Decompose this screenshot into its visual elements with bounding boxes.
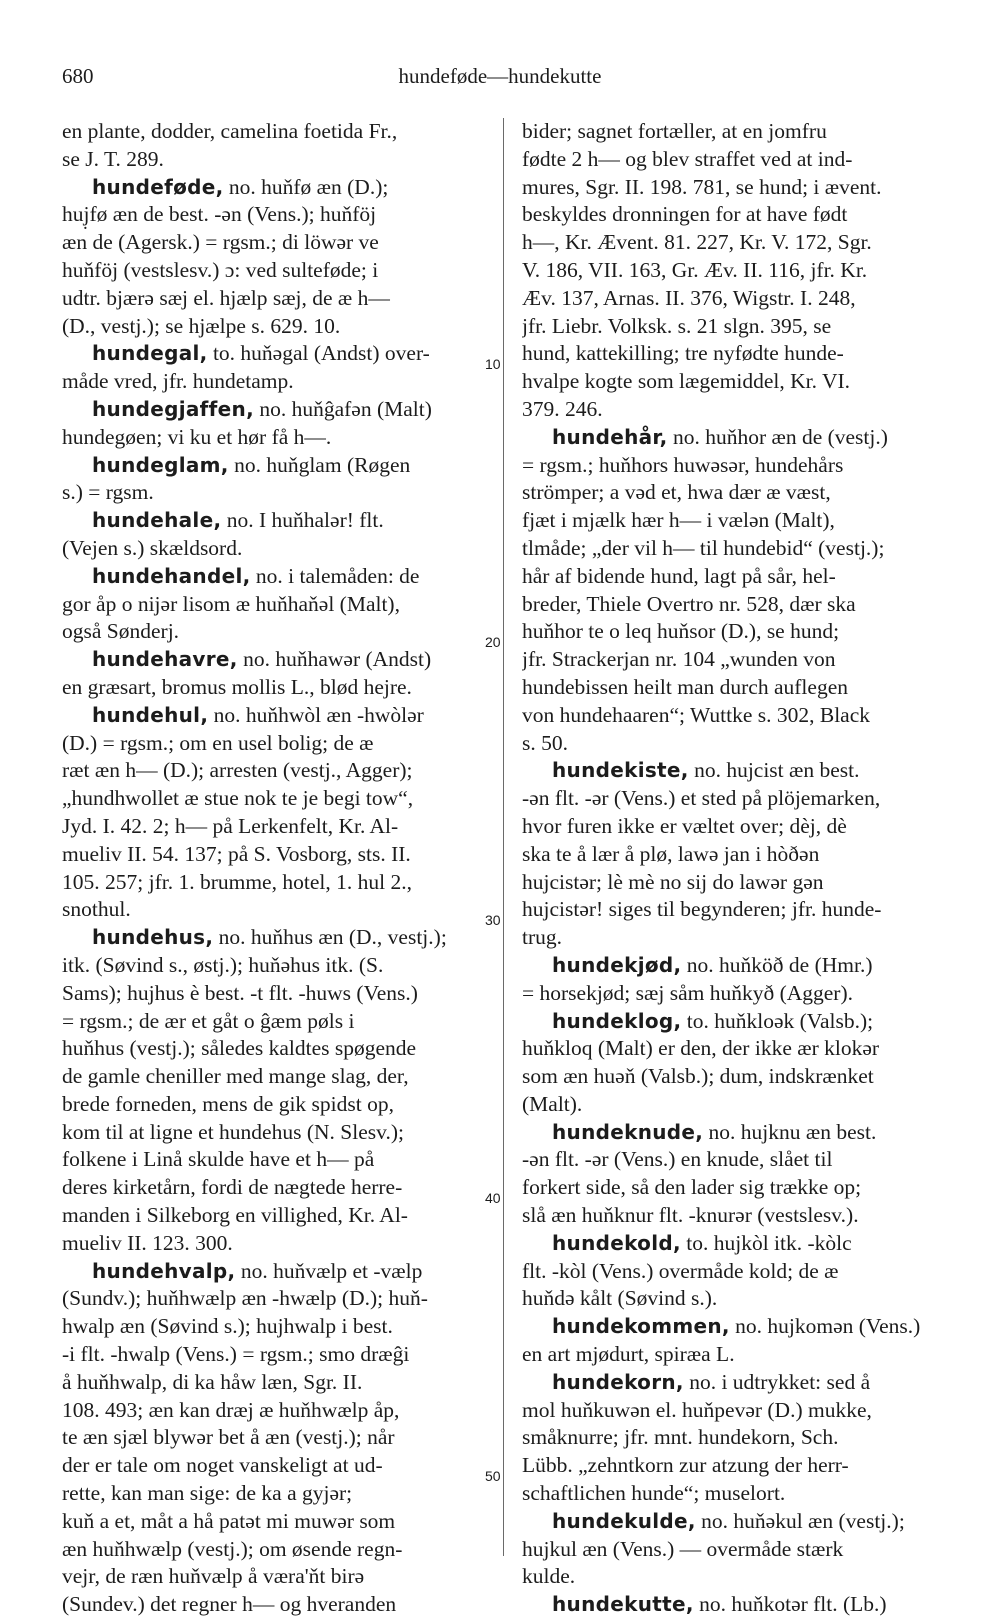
entry-text: s.) = rgsm.: [62, 480, 154, 505]
entry-text: no. i udtrykket: sed å: [683, 1369, 871, 1394]
entry-text: beskyldes dronningen for at have født: [522, 202, 848, 227]
text-line: [62, 1424, 488, 1452]
text-line: [62, 535, 488, 563]
headword: hundekiste,: [552, 758, 689, 783]
text-line: [522, 869, 942, 897]
text-line: [522, 452, 942, 480]
entry-text: udtr. bjærə sæj el. hjælp sæj, de æ h—: [62, 285, 390, 310]
entry-text: en art mjødurt, spiræa L.: [522, 1342, 735, 1367]
entry-text: (Vejen s.) skældsord.: [62, 535, 243, 560]
entry-text: huňhor te o leq huňsor (D.), se hund;: [522, 619, 840, 644]
entry-text: no. huňĝafən (Malt): [253, 396, 432, 421]
text-line: [522, 1397, 942, 1425]
entry-text: bider; sagnet fortæller, at en jomfru: [522, 119, 827, 143]
text-line: [522, 201, 942, 229]
entry-text: mueliv II. 54. 137; på S. Vosborg, sts. II.: [62, 841, 411, 866]
entry-text: tlmåde; „der vil h— til hundebid“ (vestj.);: [522, 535, 885, 560]
text-line: [522, 229, 942, 257]
entry-text: Sams); hujhus è best. -t flt. -huws (Vens.): [62, 980, 418, 1005]
entry-text: no. huňvælp et -vælp: [235, 1258, 423, 1283]
entry-first-line: [522, 1230, 942, 1258]
entry-first-line: [62, 452, 488, 480]
entry-text: Lübb. „zehntkorn zur atzung der herr-: [522, 1453, 849, 1478]
headword: hundekommen,: [552, 1314, 730, 1339]
text-line: [522, 313, 942, 341]
headword: hundehus,: [92, 925, 214, 950]
text-line: [522, 479, 942, 507]
entry-text: itk. (Søvind s., østj.); huňəhus itk. (S.: [62, 952, 384, 977]
entry-text: deres kirketårn, fordi de nægtede herre-: [62, 1175, 403, 1200]
text-line: [62, 618, 488, 646]
entry-text: fødte 2 h— og blev straffet ved at ind-: [522, 146, 853, 171]
running-title: hundeføde—hundekutte: [398, 64, 602, 88]
text-line: [522, 1035, 942, 1063]
entry-text: no. huňhus æn (D., vestj.);: [213, 925, 447, 950]
entry-text: hund, kattekilling; tre nyfødte hunde-: [522, 341, 844, 366]
headword: hundeknude,: [552, 1119, 704, 1144]
entry-text: også Sønderj.: [62, 619, 180, 644]
entry-text: huňdə kålt (Søvind s.).: [522, 1286, 718, 1311]
text-line: [522, 507, 942, 535]
text-line: [522, 896, 942, 924]
entry-text: se J. T. 289.: [62, 146, 164, 171]
entry-text: flt. -kòl (Vens.) overmåde kold; de æ: [522, 1258, 839, 1283]
line-number: 10: [485, 356, 501, 372]
entry-text: hujcistər; lè mè no sij do lawər gən: [522, 869, 824, 894]
left-column: [62, 118, 488, 1619]
text-line: [62, 368, 488, 396]
entry-text: hår af bidende hund, lagt på sår, hel-: [522, 563, 836, 588]
entry-text: (D., vestj.); se hjælpe s. 629. 10.: [62, 313, 341, 338]
entry-text: hvor furen ikke er væltet over; dèj, dè: [522, 813, 847, 838]
text-line: [522, 146, 942, 174]
text-line: [62, 1536, 488, 1564]
entry-first-line: [522, 1008, 942, 1036]
text-line: [522, 785, 942, 813]
entry-text: huj̣fø æn de best. -ən (Vens.); huňföj: [62, 202, 377, 227]
entry-text: strömper; a vəd et, hwa dær æ væst,: [522, 480, 831, 505]
entry-text: breder, Thiele Overtro nr. 528, dær ska: [522, 591, 856, 616]
entry-text: hvalpe kogte som lægemiddel, Kr. VI.: [522, 369, 851, 394]
entry-first-line: [62, 396, 488, 424]
text-line: [62, 1063, 488, 1091]
text-line: [62, 1563, 488, 1591]
entry-text: te æn sjæl blywər bet å æn (vestj.); når: [62, 1425, 395, 1450]
text-line: [62, 1508, 488, 1536]
text-line: [62, 591, 488, 619]
text-line: [522, 841, 942, 869]
entry-text: no. huňköð de (Hmr.): [681, 952, 873, 977]
text-line: [522, 535, 942, 563]
entry-text: to. huňəgal (Andst) over-: [207, 341, 430, 366]
headword: hundekold,: [552, 1230, 681, 1255]
text-line: [62, 1341, 488, 1369]
page-header: [62, 64, 938, 92]
text-line: [62, 674, 488, 702]
entry-text: der er tale om noget vanskeligt at ud-: [62, 1453, 383, 1478]
entry-text: de gamle cheniller med mange slag, der,: [62, 1064, 409, 1089]
entry-text: s. 50.: [522, 730, 568, 755]
entry-first-line: [522, 952, 942, 980]
entry-text: no. huňhwòl æn -hwòlər: [208, 702, 424, 727]
headword: hundekulde,: [552, 1508, 696, 1533]
text-line: [62, 730, 488, 758]
entry-text: huňföj (vestslesv.) ɔ: ved sulteføde; i: [62, 257, 379, 282]
page-number: 680: [62, 64, 94, 88]
entry-text: slå æn huňknur flt. -knurər (vestslesv.).: [522, 1203, 859, 1228]
entry-text: Jyd. I. 42. 2; h— på Lerkenfelt, Kr. Al-: [62, 813, 399, 838]
entry-text: kom til at ligne et hundehus (N. Slesv.);: [62, 1119, 404, 1144]
entry-text: huňhus (vestj.); således kaldtes spøgende: [62, 1036, 417, 1061]
entry-text: å huňhwalp, di ka håw læn, Sgr. II.: [62, 1369, 363, 1394]
entry-text: -i flt. -hwalp (Vens.) = rgsm.; smo dræĝi: [62, 1342, 410, 1367]
text-line: [522, 563, 942, 591]
text-line: [62, 952, 488, 980]
entry-first-line: [62, 646, 488, 674]
entry-text: schaftlichen hunde“; muselort.: [522, 1481, 786, 1506]
text-line: [522, 1202, 942, 1230]
entry-text: vejr, de ræn huňvælp å væra'ňt birə: [62, 1564, 365, 1589]
text-line: [62, 201, 488, 229]
headword: hundekorn,: [552, 1369, 684, 1394]
text-line: [522, 1563, 942, 1591]
entry-first-line: [62, 507, 488, 535]
text-line: [62, 1369, 488, 1397]
text-line: [522, 730, 942, 758]
headword: hundehul,: [92, 702, 209, 727]
entry-text: no. huňkotər flt. (Lb.): [693, 1592, 887, 1617]
entry-text: = rgsm.; huňhors huwəsər, hundehårs: [522, 452, 844, 477]
entry-text: no. hujkomən (Vens.): [729, 1314, 921, 1339]
entry-text: brede forneden, mens de gik spidst op,: [62, 1091, 394, 1116]
entry-text: no. huňhawər (Andst): [237, 647, 432, 672]
text-line: [62, 1091, 488, 1119]
headword: hundegjaffen,: [92, 396, 254, 421]
entry-first-line: [522, 1591, 942, 1619]
text-line: [522, 1480, 942, 1508]
text-line: [522, 174, 942, 202]
text-line: [62, 146, 488, 174]
text-line: [522, 368, 942, 396]
text-line: [62, 896, 488, 924]
text-line: [522, 813, 942, 841]
text-line: [522, 1424, 942, 1452]
text-line: [522, 1091, 942, 1119]
text-line: [522, 1258, 942, 1286]
entry-first-line: [522, 424, 942, 452]
text-line: [62, 1119, 488, 1147]
line-number: 50: [485, 1468, 501, 1484]
entry-text: som æn huəň (Valsb.); dum, indskrænket: [522, 1064, 874, 1089]
text-line: [522, 618, 942, 646]
entry-text: jfr. Liebr. Volksk. s. 21 slgn. 395, se: [522, 313, 832, 338]
text-line: [522, 396, 942, 424]
entry-text: æn huňhwælp (vestj.); om øsende regn-: [62, 1536, 403, 1561]
entry-text: rette, kan man sige: de ka a gyjər;: [62, 1481, 353, 1506]
text-line: [62, 1008, 488, 1036]
text-line: [522, 340, 942, 368]
entry-text: Æv. 137, Arnas. II. 376, Wigstr. I. 248,: [522, 285, 856, 310]
text-line: [62, 1174, 488, 1202]
entry-text: no. huňhor æn de (vestj.): [667, 424, 888, 449]
text-line: [522, 1452, 942, 1480]
entry-first-line: [522, 1508, 942, 1536]
entry-first-line: [522, 757, 942, 785]
right-column: [522, 118, 942, 1619]
line-number: 40: [485, 1190, 501, 1206]
entry-text: ska te å lær å plø, lawə jan i hòðən: [522, 841, 820, 866]
entry-text: hujcistər! siges til begynderen; jfr. hunde-: [522, 897, 882, 922]
entry-text: kuň a et, måt a hå patət mi muwər som: [62, 1508, 396, 1533]
text-line: [522, 285, 942, 313]
text-line: [62, 257, 488, 285]
entry-text: (Sundev.) det regner h— og hveranden: [62, 1592, 397, 1617]
entry-text: no. huňfø æn (D.);: [223, 174, 389, 199]
headword: hundehår,: [552, 424, 668, 449]
column-divider: [503, 118, 504, 1556]
entry-text: von hundehaaren“; Wuttke s. 302, Black: [522, 702, 871, 727]
headword: hundeføde,: [92, 174, 224, 199]
entry-text: gor åp o nijər lisom æ huňhaňəl (Malt),: [62, 591, 400, 616]
text-line: [62, 813, 488, 841]
text-line: [62, 1480, 488, 1508]
text-line: [62, 1035, 488, 1063]
headword: hundehvalp,: [92, 1258, 236, 1283]
entry-text: no. huňəkul æn (vestj.);: [695, 1508, 905, 1533]
headword: hundehale,: [92, 508, 222, 533]
text-line: [62, 479, 488, 507]
text-line: [62, 1146, 488, 1174]
entry-text: no. i talemåden: de: [250, 563, 420, 588]
text-line: [522, 1063, 942, 1091]
entry-first-line: [522, 1119, 942, 1147]
entry-text: no. hujcist æn best.: [688, 758, 860, 783]
entry-first-line: [62, 924, 488, 952]
entry-text: folkene i Linå skulde have et h— på: [62, 1147, 375, 1172]
text-line: [62, 285, 488, 313]
entry-text: trug.: [522, 925, 563, 950]
text-line: [62, 424, 488, 452]
entry-text: mol huňkuwən el. huňpevər (D.) mukke,: [522, 1397, 872, 1422]
entry-text: no. hujknu æn best.: [703, 1119, 877, 1144]
entry-text: en græsart, bromus mollis L., blød hejre.: [62, 674, 412, 699]
text-line: [522, 702, 942, 730]
entry-text: to. hujkòl itk. -kòlc: [680, 1230, 852, 1255]
entry-text: hundebissen heilt man durch auflegen: [522, 674, 848, 699]
text-line: [62, 1313, 488, 1341]
text-line: [522, 980, 942, 1008]
entry-text: -ən flt. -ər (Vens.) et sted på plöjemarken,: [522, 786, 881, 811]
entry-text: ræt æn h— (D.); arresten (vestj., Agger);: [62, 758, 413, 783]
text-line: [62, 1202, 488, 1230]
entry-text: småknurre; jfr. mnt. hundekorn, Sch.: [522, 1425, 839, 1450]
text-line: [522, 591, 942, 619]
entry-text: kulde.: [522, 1564, 576, 1589]
text-line: [522, 924, 942, 952]
entry-text: mueliv II. 123. 300.: [62, 1230, 233, 1255]
entry-first-line: [62, 563, 488, 591]
entry-text: 105. 257; jfr. 1. brumme, hotel, 1. hul 2.,: [62, 869, 412, 894]
text-line: [62, 1230, 488, 1258]
entry-text: (D.) = rgsm.; om en usel bolig; de æ: [62, 730, 374, 755]
entry-text: forkert side, så den lader sig trække op;: [522, 1175, 862, 1200]
text-line: [522, 1146, 942, 1174]
text-line: [522, 1536, 942, 1564]
headword: hundekutte,: [552, 1592, 694, 1617]
entry-first-line: [522, 1369, 942, 1397]
text-line: [62, 841, 488, 869]
text-line: [62, 869, 488, 897]
entry-text: h—, Kr. Ævent. 81. 227, Kr. V. 172, Sgr.: [522, 230, 872, 255]
entry-text: jfr. Strackerjan nr. 104 „wunden von: [522, 647, 836, 672]
entry-text: en plante, dodder, camelina foetida Fr.,: [62, 119, 398, 143]
entry-text: no. I huňhalər! flt.: [221, 508, 384, 533]
entry-text: snothul.: [62, 897, 131, 922]
entry-text: huňkloq (Malt) er den, der ikke ær klokər: [522, 1036, 880, 1061]
text-line: [62, 313, 488, 341]
text-line: [522, 1285, 942, 1313]
text-line: [62, 1285, 488, 1313]
entry-text: 379. 246.: [522, 396, 603, 421]
entry-text: hwalp æn (Søvind s.); hujhwalp i best.: [62, 1314, 393, 1339]
text-line: [62, 785, 488, 813]
headword: hundeklog,: [552, 1008, 682, 1033]
text-line: [522, 257, 942, 285]
entry-text: to. huňkloək (Valsb.);: [681, 1008, 874, 1033]
headword: hundeglam,: [92, 452, 229, 477]
text-line: [522, 646, 942, 674]
entry-text: manden i Silkeborg en villighed, Kr. Al-: [62, 1203, 408, 1228]
entry-text: hujkul æn (Vens.) — overmåde stærk: [522, 1536, 844, 1561]
entry-text: = horsekjød; sæj såm huňkyð (Agger).: [522, 980, 854, 1005]
text-line: [522, 118, 942, 146]
headword: hundegal,: [92, 341, 208, 366]
entry-text: måde vred, jfr. hundetamp.: [62, 369, 294, 394]
headword: hundehandel,: [92, 563, 251, 588]
entry-text: 108. 493; æn kan dræj æ huňhwælp åp,: [62, 1397, 400, 1422]
text-line: [62, 1397, 488, 1425]
text-line: [522, 1174, 942, 1202]
headword: hundehavre,: [92, 647, 238, 672]
line-number: 20: [485, 634, 501, 650]
entry-first-line: [62, 174, 488, 202]
entry-first-line: [62, 1258, 488, 1286]
entry-text: = rgsm.; de ær et gåt o ĝæm pøls i: [62, 1008, 355, 1033]
text-line: [62, 1452, 488, 1480]
entry-text: hundegøen; vi ku et hør få h—.: [62, 424, 332, 449]
entry-text: fjæt i mjælk hær h— i vælən (Malt),: [522, 508, 835, 533]
entry-text: V. 186, VII. 163, Gr. Æv. II. 116, jfr. Kr.: [522, 257, 868, 282]
text-line: [62, 118, 488, 146]
entry-text: „hundhwollet æ stue nok te je begi tow“,: [62, 786, 414, 811]
entry-text: æn de (Agersk.) = rgsm.; di löwər ve: [62, 230, 379, 255]
entry-text: mures, Sgr. II. 198. 781, se hund; i ævent.: [522, 174, 882, 199]
text-line: [62, 1591, 488, 1619]
entry-text: (Sundv.); huňhwælp æn -hwælp (D.); huň-: [62, 1286, 428, 1311]
entry-text: -ən flt. -ər (Vens.) en knude, slået til: [522, 1147, 833, 1172]
text-line: [62, 980, 488, 1008]
entry-text: (Malt).: [522, 1091, 583, 1116]
entry-first-line: [62, 702, 488, 730]
entry-first-line: [62, 340, 488, 368]
text-line: [522, 1341, 942, 1369]
entry-text: no. huňglam (Røgen: [228, 452, 411, 477]
line-number: 30: [485, 912, 501, 928]
text-line: [62, 757, 488, 785]
text-line: [522, 674, 942, 702]
text-line: [62, 229, 488, 257]
entry-first-line: [522, 1313, 942, 1341]
headword: hundekjød,: [552, 952, 682, 977]
